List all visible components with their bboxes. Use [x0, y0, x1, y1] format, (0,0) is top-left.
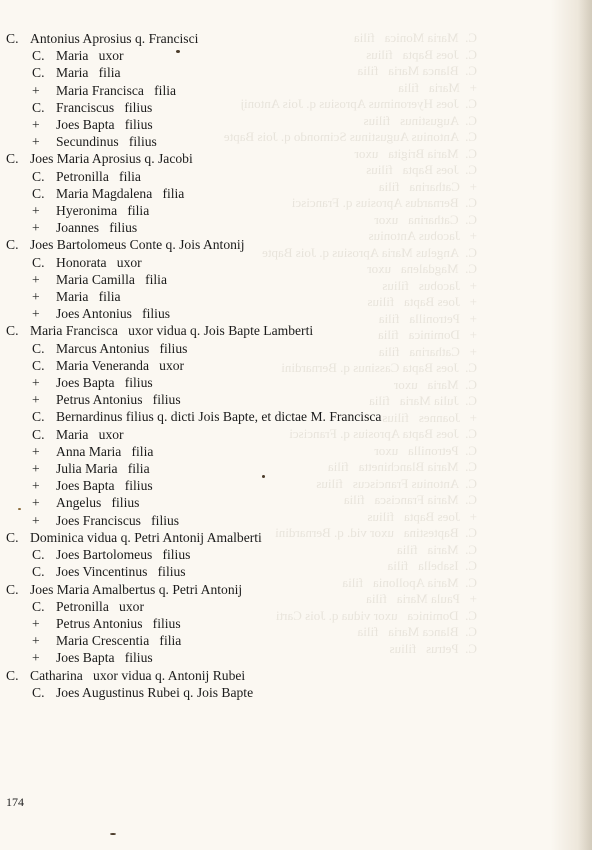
member-line — [6, 185, 566, 202]
show-through-line: C. Blanca Maria filia — [357, 624, 477, 639]
status-mark: + — [32, 443, 40, 459]
status-mark: C. — [32, 409, 45, 425]
show-through-line: C. Maria Monica filia — [353, 30, 477, 45]
member-line — [6, 563, 566, 580]
show-through-line: C. Joes Bapta Aprosius q. Francisci — [289, 426, 477, 441]
status-mark: + — [32, 650, 40, 666]
show-through-line: C. Angelus Maria Aprosius q. Jois Bapte — [262, 244, 477, 260]
show-through-line: C. Maria Brigita uxor — [354, 145, 477, 161]
head-name: Catharina uxor vidua q. Antonij Rubei — [30, 667, 246, 683]
show-through-line: C. Augustinus filius — [363, 112, 477, 128]
family-entry — [6, 150, 566, 236]
member-line — [6, 632, 566, 649]
status-mark: + — [32, 306, 40, 322]
show-through-line: C. Maria uxor — [393, 376, 477, 392]
member-name: Anna Maria filia — [56, 443, 154, 459]
show-through-line: C. Joes Bapta Cassinus q. Bernardini — [281, 360, 477, 375]
member-line — [6, 168, 566, 185]
status-mark: + — [32, 203, 40, 219]
member-name: Maria uxor — [56, 48, 124, 64]
member-line — [6, 494, 566, 511]
head-name: Joes Maria Amalbertus q. Petri Antonij — [30, 581, 243, 597]
register-entries — [6, 30, 566, 701]
show-through-line: C. Catharina uxor — [374, 211, 477, 227]
member-line — [6, 426, 566, 443]
member-line — [6, 649, 566, 666]
status-mark: + — [32, 289, 40, 305]
family-head-line — [6, 581, 566, 598]
show-through-line: C. Magdalena uxor — [367, 261, 477, 276]
show-through-line: + Joannes filius — [382, 409, 477, 425]
status-mark: C. — [32, 340, 45, 356]
member-line — [6, 443, 566, 460]
member-line — [6, 546, 566, 563]
status-mark: C. — [32, 168, 45, 184]
status-mark: C. — [32, 547, 45, 563]
head-name: Joes Maria Aprosius q. Jacobi — [30, 151, 193, 167]
family-head-line — [6, 236, 566, 253]
status-mark: C. — [32, 185, 45, 201]
status-mark: + — [32, 134, 40, 150]
family-head-line — [6, 150, 566, 167]
member-name: Maria Camilla filia — [56, 271, 167, 287]
member-name: Joes Bapta filius — [56, 650, 153, 666]
family-entry — [6, 581, 566, 667]
status-mark: C. — [32, 564, 45, 580]
member-line — [6, 598, 566, 615]
show-through-line: C. Joes Hyeronimus Aprosius q. Jois Antonij — [240, 96, 477, 111]
member-name: Joes Augustinus Rubei q. Jois Bapte — [56, 684, 254, 700]
head-name: Dominica vidua q. Petri Antonij Amalberti — [30, 529, 262, 545]
status-mark: + — [32, 375, 40, 391]
member-line — [6, 340, 566, 357]
status-mark: C. — [6, 151, 19, 167]
status-mark: C. — [32, 48, 45, 64]
show-through-line: C. Dominica uxor vidua q. Jois Carti — [275, 607, 477, 623]
member-name: Julia Maria filia — [56, 461, 150, 477]
member-line — [6, 684, 566, 701]
member-line — [6, 305, 566, 322]
status-mark: C. — [32, 254, 45, 270]
member-line — [6, 116, 566, 133]
status-mark: + — [32, 271, 40, 287]
member-name: Petronilla uxor — [56, 598, 144, 614]
show-through-line: + Maria filia — [398, 79, 477, 95]
status-mark: + — [32, 512, 40, 528]
ink-speck — [110, 833, 116, 835]
member-name: Maria uxor — [56, 426, 124, 442]
member-line — [6, 460, 566, 477]
ink-speck — [262, 475, 265, 478]
show-through-line: C. Baptestina uxor vid. q. Bernardini — [275, 525, 477, 540]
member-name: Maria Francisca filia — [56, 82, 177, 98]
show-through-line: + Jacobus Antonius — [368, 228, 477, 243]
member-name: Maria Magdalena filia — [56, 185, 185, 201]
member-line — [6, 288, 566, 305]
member-line — [6, 254, 566, 271]
status-mark: C. — [6, 323, 19, 339]
show-through-line: + Joes Bapta filius — [367, 508, 477, 524]
member-line — [6, 357, 566, 374]
show-through-line: C. Joes Bapta filius — [366, 162, 477, 177]
member-line — [6, 219, 566, 236]
member-line — [6, 271, 566, 288]
family-head-line — [6, 529, 566, 546]
show-through-line: C. Maria Blanchinetta filia — [327, 459, 477, 474]
family-head-line — [6, 322, 566, 339]
page-gutter-shadow — [578, 0, 592, 850]
status-mark: C. — [6, 237, 19, 253]
member-name: Joes Antonius filius — [56, 306, 171, 322]
member-name: Bernardinus filius q. dicti Jois Bapte, et dictae M. Francisca — [56, 409, 382, 425]
show-through-line: + Joes Bapta filius — [367, 294, 477, 309]
member-name: Petrus Antonius filius — [56, 392, 181, 408]
ink-speck — [18, 508, 21, 510]
family-entry — [6, 322, 566, 528]
head-name: Antonius Aprosius q. Francisci — [30, 31, 199, 46]
family-entry — [6, 30, 566, 150]
member-name: Maria Crescentia filia — [56, 633, 182, 649]
status-mark: C. — [32, 426, 45, 442]
status-mark: + — [32, 633, 40, 649]
member-line — [6, 79, 566, 99]
show-through-line: C. Petrus filius — [389, 640, 477, 656]
status-mark: + — [32, 478, 40, 494]
ink-speck — [176, 50, 180, 53]
status-mark: + — [32, 220, 40, 236]
status-mark: C. — [6, 667, 19, 683]
member-name: Joes Vincentinus filius — [56, 564, 186, 580]
status-mark: C. — [32, 99, 45, 115]
member-name: Franciscus filius — [56, 99, 153, 115]
show-through-line: + Jacobus filius — [382, 277, 477, 293]
member-name: Maria Veneranda uxor — [56, 357, 185, 373]
member-name: Hyeronima filia — [56, 203, 150, 219]
member-name: Petrus Antonius filius — [56, 615, 181, 631]
status-mark: + — [32, 495, 40, 511]
show-through-line: C. Julia Maria filia — [369, 393, 477, 408]
status-mark: C. — [32, 598, 45, 614]
status-mark: C. — [6, 529, 19, 545]
show-through-line: C. Petronilla uxor — [374, 442, 477, 458]
member-line — [6, 391, 566, 408]
show-through-line: C. Maria filia — [396, 541, 477, 557]
member-name: Joes Bapta filius — [56, 117, 153, 133]
page-number: 174 — [6, 795, 24, 809]
status-mark: + — [32, 392, 40, 408]
member-line — [6, 47, 566, 64]
show-through-line: C. Isabella filia — [387, 558, 477, 573]
show-through-line: C. Bernardus Aprosius q. Francisci — [291, 195, 477, 210]
status-mark: C. — [32, 684, 45, 700]
member-name: Maria filia — [56, 65, 121, 81]
member-line — [6, 64, 566, 81]
family-head-line — [6, 667, 566, 684]
show-through-line: C. Maria Apollonia filia — [342, 574, 477, 590]
show-through-line: + Catharina filia — [378, 178, 477, 194]
member-name: Honorata uxor — [56, 254, 142, 270]
status-mark: C. — [32, 357, 45, 373]
show-through-line: + Catharina filia — [378, 343, 477, 359]
status-mark: + — [32, 615, 40, 631]
show-through-line: + Paula Maria filia — [366, 591, 477, 606]
member-line — [6, 374, 566, 391]
family-head-line — [6, 30, 566, 47]
member-line — [6, 477, 566, 494]
head-name: Joes Bartolomeus Conte q. Jois Antonij — [30, 237, 245, 253]
status-mark: + — [32, 117, 40, 133]
member-line — [6, 133, 566, 150]
status-mark: C. — [6, 581, 19, 597]
member-name: Petronilla filia — [56, 168, 141, 184]
status-mark: C. — [6, 31, 19, 46]
member-name: Joes Franciscus filius — [56, 512, 180, 528]
show-through-line: C. Antonius Augustinus Scimondo q. Jois Bapte — [223, 129, 477, 144]
member-name: Secundinus filius — [56, 134, 157, 150]
member-line — [6, 408, 566, 425]
member-line — [6, 512, 566, 529]
member-name: Maria filia — [56, 289, 121, 305]
member-line — [6, 202, 566, 219]
family-entry — [6, 529, 566, 581]
head-name: Maria Francisca uxor vidua q. Jois Bapte Lamberti — [30, 323, 314, 339]
member-name: Joes Bapta filius — [56, 478, 153, 494]
status-mark: + — [32, 461, 40, 477]
member-name: Joes Bapta filius — [56, 375, 153, 391]
show-through-line: C. Blanca Maria filia — [357, 63, 477, 78]
family-entry — [6, 667, 566, 701]
status-mark: C. — [32, 65, 45, 81]
member-name: Joannes filius — [56, 220, 138, 236]
show-through-line: + Petronilla filia — [378, 310, 477, 326]
show-through-line: C. Joes Bapta filius — [366, 46, 477, 62]
show-through-line: + Dominica filia — [377, 327, 477, 342]
member-line — [6, 99, 566, 116]
family-entry — [6, 236, 566, 322]
show-through-line: C. Maria Francisca filia — [343, 492, 477, 507]
member-line — [6, 615, 566, 632]
member-name: Angelus filius — [56, 495, 140, 511]
member-name: Joes Bartolomeus filius — [56, 547, 191, 563]
status-mark: + — [32, 82, 40, 98]
show-through-line: C. Antonius Franciscus filius — [316, 475, 477, 491]
member-name: Marcus Antonius filius — [56, 340, 188, 356]
